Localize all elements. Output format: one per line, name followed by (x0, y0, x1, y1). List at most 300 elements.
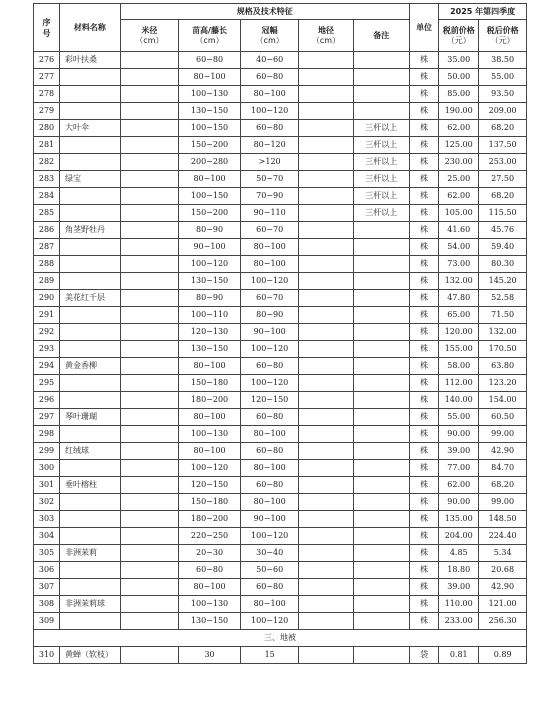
cell-post-tax: 68.20 (479, 477, 527, 494)
table-row (34, 137, 527, 154)
table-row (34, 273, 527, 290)
cell-pre-tax: 41.60 (439, 222, 479, 239)
cell-note: 三杆以上 (353, 171, 409, 188)
cell-post-tax: 253.00 (479, 154, 527, 171)
table-row (34, 579, 527, 596)
cell-pre-tax: 135.00 (439, 511, 479, 528)
cell-pre-tax: 190.00 (439, 103, 479, 120)
cell-pre-tax: 132.00 (439, 273, 479, 290)
cell-no: 287 (34, 239, 60, 256)
cell-pre-tax: 18.80 (439, 562, 479, 579)
cell-unit: 株 (409, 477, 438, 494)
cell-height: 180−200 (179, 392, 241, 409)
cell-no: 281 (34, 137, 60, 154)
cell-material: 大叶伞 (60, 120, 121, 137)
cell-material: 非洲茉莉球 (60, 596, 121, 613)
cell-material: 红绒球 (60, 443, 121, 460)
cell-dijing (299, 324, 353, 341)
cell-unit: 株 (409, 460, 438, 477)
cell-mijing (120, 69, 179, 86)
cell-post-tax: 5.34 (479, 545, 527, 562)
cell-post-tax: 63.80 (479, 358, 527, 375)
section-title: 三、地被 (34, 630, 527, 647)
cell-height: 150−180 (179, 494, 241, 511)
cell-note (353, 562, 409, 579)
cell-note: 三杆以上 (353, 188, 409, 205)
header-post-tax: 税后价格 （元） (479, 20, 527, 52)
cell-dijing (299, 341, 353, 358)
cell-crown: 100−120 (240, 341, 299, 358)
cell-post-tax: 115.50 (479, 205, 527, 222)
cell-mijing (120, 256, 179, 273)
cell-unit: 株 (409, 222, 438, 239)
cell-note (353, 324, 409, 341)
cell-mijing (120, 239, 179, 256)
cell-dijing (299, 511, 353, 528)
cell-height: 130−150 (179, 613, 241, 630)
cell-crown: 100−120 (240, 103, 299, 120)
cell-post-tax: 99.00 (479, 494, 527, 511)
cell-note (353, 290, 409, 307)
cell-note (353, 52, 409, 69)
cell-dijing (299, 290, 353, 307)
cell-no: 310 (34, 647, 60, 664)
cell-post-tax: 137.50 (479, 137, 527, 154)
cell-dijing (299, 375, 353, 392)
cell-height: 80−100 (179, 409, 241, 426)
cell-dijing (299, 222, 353, 239)
table-row (34, 86, 527, 103)
cell-unit: 株 (409, 120, 438, 137)
cell-crown: 30−40 (240, 545, 299, 562)
cell-mijing (120, 273, 179, 290)
cell-no: 295 (34, 375, 60, 392)
cell-no: 291 (34, 307, 60, 324)
cell-crown: 80−100 (240, 86, 299, 103)
table-row (34, 290, 527, 307)
cell-material: 垂叶榕柱 (60, 477, 121, 494)
cell-material (60, 392, 121, 409)
cell-height: 130−150 (179, 103, 241, 120)
cell-mijing (120, 477, 179, 494)
cell-pre-tax: 90.00 (439, 494, 479, 511)
cell-dijing (299, 69, 353, 86)
table-row (34, 477, 527, 494)
table-row (34, 69, 527, 86)
cell-crown: 70−90 (240, 188, 299, 205)
cell-dijing (299, 307, 353, 324)
cell-note (353, 511, 409, 528)
cell-no: 297 (34, 409, 60, 426)
cell-unit: 株 (409, 358, 438, 375)
cell-mijing (120, 528, 179, 545)
table-row (34, 409, 527, 426)
cell-dijing (299, 596, 353, 613)
cell-height: 130−150 (179, 273, 241, 290)
table-row (34, 52, 527, 69)
header-crown: 冠幅 （cm） (240, 20, 299, 52)
cell-crown: 60−80 (240, 579, 299, 596)
cell-note (353, 222, 409, 239)
cell-unit: 株 (409, 205, 438, 222)
cell-unit: 株 (409, 596, 438, 613)
cell-mijing (120, 222, 179, 239)
cell-note (353, 494, 409, 511)
cell-note (353, 528, 409, 545)
cell-note (353, 273, 409, 290)
cell-pre-tax: 112.00 (439, 375, 479, 392)
cell-no: 290 (34, 290, 60, 307)
cell-no: 293 (34, 341, 60, 358)
cell-no: 279 (34, 103, 60, 120)
cell-mijing (120, 120, 179, 137)
cell-pre-tax: 155.00 (439, 341, 479, 358)
cell-no: 301 (34, 477, 60, 494)
cell-pre-tax: 62.00 (439, 120, 479, 137)
cell-unit: 株 (409, 375, 438, 392)
cell-mijing (120, 409, 179, 426)
cell-crown: 60−80 (240, 358, 299, 375)
cell-material (60, 205, 121, 222)
cell-material (60, 239, 121, 256)
cell-post-tax: 84.70 (479, 460, 527, 477)
cell-crown: 60−70 (240, 222, 299, 239)
cell-no: 305 (34, 545, 60, 562)
cell-crown: 90−100 (240, 324, 299, 341)
cell-mijing (120, 52, 179, 69)
cell-crown: 100−120 (240, 273, 299, 290)
cell-mijing (120, 613, 179, 630)
cell-mijing (120, 137, 179, 154)
header-pre-tax: 税前价格 （元） (439, 20, 479, 52)
cell-mijing (120, 358, 179, 375)
cell-post-tax: 42.90 (479, 443, 527, 460)
cell-unit: 株 (409, 188, 438, 205)
table-row (34, 392, 527, 409)
cell-note (353, 579, 409, 596)
table-row (34, 545, 527, 562)
cell-dijing (299, 409, 353, 426)
cell-post-tax: 68.20 (479, 188, 527, 205)
cell-post-tax: 121.00 (479, 596, 527, 613)
cell-post-tax: 123.20 (479, 375, 527, 392)
cell-material: 绿宝 (60, 171, 121, 188)
cell-crown: >120 (240, 154, 299, 171)
cell-dijing (299, 528, 353, 545)
table-row (34, 324, 527, 341)
cell-height: 80−100 (179, 171, 241, 188)
cell-no: 278 (34, 86, 60, 103)
cell-height: 80−90 (179, 222, 241, 239)
cell-note (353, 69, 409, 86)
cell-unit: 株 (409, 103, 438, 120)
cell-post-tax: 154.00 (479, 392, 527, 409)
cell-dijing (299, 137, 353, 154)
cell-post-tax: 27.50 (479, 171, 527, 188)
cell-height: 90−100 (179, 239, 241, 256)
cell-material: 角茎野牡丹 (60, 222, 121, 239)
cell-height: 130−150 (179, 341, 241, 358)
cell-note (353, 103, 409, 120)
header-height: 苗高/藤长 （cm） (179, 20, 241, 52)
cell-crown: 60−80 (240, 443, 299, 460)
table-row (34, 528, 527, 545)
table-row (34, 205, 527, 222)
cell-post-tax: 52.58 (479, 290, 527, 307)
cell-unit: 株 (409, 239, 438, 256)
cell-height: 120−130 (179, 324, 241, 341)
cell-pre-tax: 47.80 (439, 290, 479, 307)
cell-material (60, 256, 121, 273)
cell-height: 80−100 (179, 443, 241, 460)
cell-unit: 株 (409, 511, 438, 528)
cell-unit: 株 (409, 171, 438, 188)
cell-pre-tax: 54.00 (439, 239, 479, 256)
cell-post-tax: 145.20 (479, 273, 527, 290)
cell-no: 283 (34, 171, 60, 188)
cell-mijing (120, 307, 179, 324)
cell-note (353, 426, 409, 443)
header-dijing: 地径 （cm） (299, 20, 353, 52)
cell-post-tax: 148.50 (479, 511, 527, 528)
cell-pre-tax: 120.00 (439, 324, 479, 341)
cell-pre-tax: 4.85 (439, 545, 479, 562)
cell-crown: 80−100 (240, 426, 299, 443)
cell-crown: 100−120 (240, 613, 299, 630)
cell-note (353, 358, 409, 375)
cell-material (60, 137, 121, 154)
table-row (34, 613, 527, 630)
cell-crown: 60−80 (240, 69, 299, 86)
cell-pre-tax: 50.00 (439, 69, 479, 86)
cell-note: 三杆以上 (353, 205, 409, 222)
table-row (34, 375, 527, 392)
cell-pre-tax: 0.81 (439, 647, 479, 664)
cell-unit: 株 (409, 443, 438, 460)
cell-height: 80−100 (179, 358, 241, 375)
cell-note (353, 341, 409, 358)
cell-height: 150−200 (179, 137, 241, 154)
cell-pre-tax: 230.00 (439, 154, 479, 171)
cell-note (353, 375, 409, 392)
cell-pre-tax: 39.00 (439, 579, 479, 596)
cell-note (353, 596, 409, 613)
cell-no: 277 (34, 69, 60, 86)
cell-pre-tax: 58.00 (439, 358, 479, 375)
cell-height: 200−280 (179, 154, 241, 171)
cell-mijing (120, 494, 179, 511)
cell-unit: 株 (409, 273, 438, 290)
cell-unit: 株 (409, 409, 438, 426)
cell-height: 30 (179, 647, 241, 664)
cell-material: 美花红千层 (60, 290, 121, 307)
cell-post-tax: 209.00 (479, 103, 527, 120)
table-row (34, 494, 527, 511)
cell-mijing (120, 324, 179, 341)
cell-crown: 80−100 (240, 239, 299, 256)
cell-dijing (299, 171, 353, 188)
cell-height: 180−200 (179, 511, 241, 528)
cell-no: 276 (34, 52, 60, 69)
cell-mijing (120, 562, 179, 579)
cell-dijing (299, 613, 353, 630)
cell-material (60, 307, 121, 324)
cell-post-tax: 59.40 (479, 239, 527, 256)
cell-dijing (299, 120, 353, 137)
table-body (34, 52, 527, 630)
cell-dijing (299, 477, 353, 494)
cell-unit: 株 (409, 86, 438, 103)
cell-crown: 90−110 (240, 205, 299, 222)
cell-material (60, 154, 121, 171)
table-row (34, 239, 527, 256)
cell-no: 294 (34, 358, 60, 375)
cell-no: 292 (34, 324, 60, 341)
price-table (33, 3, 527, 664)
cell-post-tax: 55.00 (479, 69, 527, 86)
table-row (34, 120, 527, 137)
cell-material (60, 562, 121, 579)
cell-note (353, 460, 409, 477)
cell-mijing (120, 171, 179, 188)
cell-mijing (120, 375, 179, 392)
cell-crown: 80−120 (240, 137, 299, 154)
cell-mijing (120, 205, 179, 222)
cell-pre-tax: 73.00 (439, 256, 479, 273)
table-row (34, 562, 527, 579)
cell-no: 307 (34, 579, 60, 596)
cell-material: 黄蝉（软枝） (60, 647, 121, 664)
cell-unit: 袋 (409, 647, 438, 664)
table-row (34, 256, 527, 273)
cell-pre-tax: 105.00 (439, 205, 479, 222)
cell-mijing (120, 545, 179, 562)
cell-material: 琴叶珊瑚 (60, 409, 121, 426)
cell-post-tax: 132.00 (479, 324, 527, 341)
cell-material (60, 460, 121, 477)
cell-dijing (299, 256, 353, 273)
header-mijing: 米径 （cm） (120, 20, 179, 52)
header-unit: 单位 (409, 4, 438, 52)
cell-note: 三杆以上 (353, 137, 409, 154)
cell-no: 306 (34, 562, 60, 579)
cell-unit: 株 (409, 426, 438, 443)
cell-height: 60−80 (179, 52, 241, 69)
cell-dijing (299, 86, 353, 103)
cell-post-tax: 224.40 (479, 528, 527, 545)
cell-note (353, 307, 409, 324)
cell-unit: 株 (409, 52, 438, 69)
cell-mijing (120, 154, 179, 171)
cell-dijing (299, 460, 353, 477)
cell-height: 100−120 (179, 256, 241, 273)
cell-unit: 株 (409, 392, 438, 409)
cell-crown: 80−100 (240, 256, 299, 273)
cell-no: 284 (34, 188, 60, 205)
cell-mijing (120, 460, 179, 477)
cell-dijing (299, 426, 353, 443)
cell-dijing (299, 579, 353, 596)
table-row (34, 358, 527, 375)
cell-unit: 株 (409, 154, 438, 171)
cell-unit: 株 (409, 494, 438, 511)
cell-dijing (299, 392, 353, 409)
header-spec-group: 规格及技术特征 (120, 4, 409, 20)
cell-height: 100−130 (179, 596, 241, 613)
cell-crown: 60−70 (240, 290, 299, 307)
cell-dijing (299, 103, 353, 120)
cell-material (60, 579, 121, 596)
cell-no: 286 (34, 222, 60, 239)
cell-material (60, 103, 121, 120)
cell-mijing (120, 188, 179, 205)
cell-mijing (120, 103, 179, 120)
cell-mijing (120, 579, 179, 596)
cell-mijing (120, 392, 179, 409)
cell-post-tax: 38.50 (479, 52, 527, 69)
cell-material (60, 511, 121, 528)
cell-no: 300 (34, 460, 60, 477)
cell-height: 100−150 (179, 188, 241, 205)
cell-material (60, 494, 121, 511)
table-row (34, 460, 527, 477)
header-material: 材料名称 (60, 4, 121, 52)
cell-no: 302 (34, 494, 60, 511)
cell-no: 288 (34, 256, 60, 273)
table-row (34, 222, 527, 239)
cell-no: 308 (34, 596, 60, 613)
cell-note (353, 409, 409, 426)
cell-pre-tax: 140.00 (439, 392, 479, 409)
cell-post-tax: 71.50 (479, 307, 527, 324)
cell-material (60, 69, 121, 86)
cell-no: 299 (34, 443, 60, 460)
cell-dijing (299, 647, 353, 664)
cell-mijing (120, 443, 179, 460)
cell-dijing (299, 443, 353, 460)
cell-no: 298 (34, 426, 60, 443)
cell-pre-tax: 85.00 (439, 86, 479, 103)
cell-pre-tax: 110.00 (439, 596, 479, 613)
cell-mijing (120, 647, 179, 664)
cell-pre-tax: 125.00 (439, 137, 479, 154)
cell-material: 黄金香柳 (60, 358, 121, 375)
cell-post-tax: 93.50 (479, 86, 527, 103)
cell-no: 303 (34, 511, 60, 528)
cell-unit: 株 (409, 137, 438, 154)
cell-mijing (120, 426, 179, 443)
cell-note (353, 443, 409, 460)
table-row (34, 647, 527, 664)
cell-height: 220−250 (179, 528, 241, 545)
cell-dijing (299, 358, 353, 375)
cell-crown: 60−80 (240, 477, 299, 494)
table-row (34, 103, 527, 120)
header-seq: 序 号 (34, 4, 60, 52)
table-row (34, 443, 527, 460)
cell-crown: 60−80 (240, 120, 299, 137)
cell-unit: 株 (409, 579, 438, 596)
cell-material (60, 341, 121, 358)
cell-no: 296 (34, 392, 60, 409)
cell-pre-tax: 233.00 (439, 613, 479, 630)
cell-pre-tax: 25.00 (439, 171, 479, 188)
cell-post-tax: 256.30 (479, 613, 527, 630)
table-row (34, 511, 527, 528)
cell-height: 100−130 (179, 86, 241, 103)
header-price-group: 2025 年第四季度 (439, 4, 527, 20)
cell-unit: 株 (409, 341, 438, 358)
